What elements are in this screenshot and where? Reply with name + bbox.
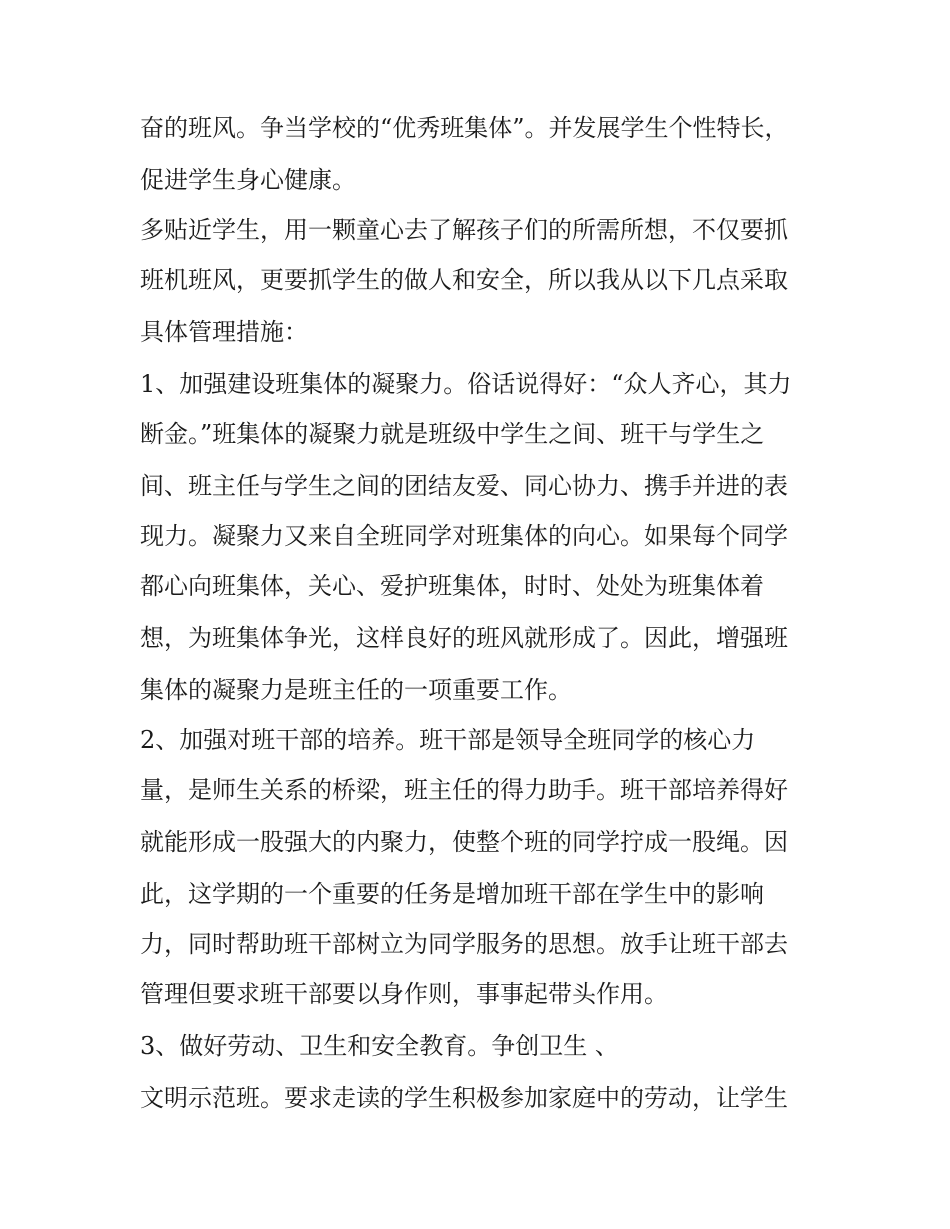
- text-line: 3、做好劳动、卫生和安全教育。争创卫生 、: [140, 1032, 619, 1060]
- text-line: 力，同时帮助班干部树立为同学服务的思想。放手让班干部去: [140, 930, 788, 958]
- text-line: 促进学生身心健康。: [140, 166, 356, 194]
- text-line: 都心向班集体，关心、爱护班集体，时时、处处为班集体着: [140, 572, 764, 600]
- text-line: 集体的凝聚力是班主任的一项重要工作。: [140, 676, 572, 704]
- text-line: 班机班风，更要抓学生的做人和安全，所以我从以下几点采取: [140, 266, 788, 294]
- text-line: 具体管理措施：: [140, 318, 308, 346]
- text-line: 现力。凝聚力又来自全班同学对班集体的向心。如果每个同学: [140, 522, 788, 550]
- text-line: 断金。”班集体的凝聚力就是班级中学生之间、班干与学生之: [140, 420, 765, 448]
- text-line: 文明示范班。要求走读的学生积极参加家庭中的劳动，让学生: [140, 1084, 788, 1112]
- text-line: 管理但要求班干部要以身作则，事事起带头作用。: [140, 980, 668, 1008]
- text-line: 量，是师生关系的桥梁，班主任的得力助手。班干部培养得好: [140, 776, 788, 804]
- text-line: 奋的班风。争当学校的“优秀班集体”。并发展学生个性特长，: [140, 114, 789, 142]
- text-line: 想，为班集体争光，这样良好的班风就形成了。因此，增强班: [140, 624, 788, 652]
- text-line: 间、班主任与学生之间的团结友爱、同心协力、携手并进的表: [140, 472, 788, 500]
- text-line: 多贴近学生，用一颗童心去了解孩子们的所需所想，不仅要抓: [140, 216, 788, 244]
- text-line: 此，这学期的一个重要的任务是增加班干部在学生中的影响: [140, 880, 764, 908]
- text-line: 就能形成一股强大的内聚力，使整个班的同学拧成一股绳。因: [140, 828, 788, 856]
- text-line: 1、加强建设班集体的凝聚力。俗话说得好：“众人齐心，其力: [140, 370, 792, 398]
- text-line: 2、加强对班干部的培养。班干部是领导全班同学的核心力: [140, 726, 756, 754]
